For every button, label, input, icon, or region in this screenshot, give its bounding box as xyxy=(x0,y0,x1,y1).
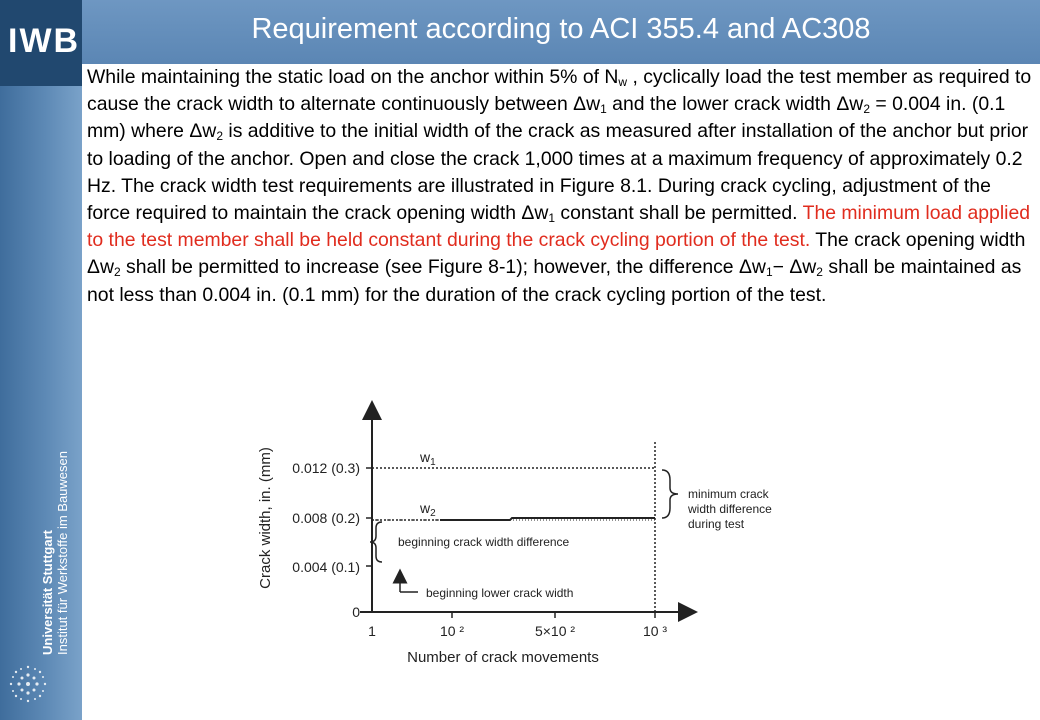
w1-label: $w_1$ xyxy=(420,449,436,468)
logo-text: IWB xyxy=(8,22,81,60)
logo xyxy=(0,0,82,86)
subscript: w xyxy=(618,75,628,89)
text-run: While maintaining the static load on the anchor within 5% of N xyxy=(87,66,619,88)
page-title: Requirement according to ACI 355.4 and AC308 xyxy=(251,13,871,45)
x-tick-label: 10 ² xyxy=(439,623,465,639)
x-tick-label: 5×10 ² xyxy=(534,623,576,639)
subscript: 2 xyxy=(816,265,823,280)
x-tick-label: 10 ³ xyxy=(642,623,668,639)
y-tick-label: 0 xyxy=(352,604,360,620)
header-bar xyxy=(82,0,1040,64)
annotation-right-line: minimum crack xyxy=(688,487,769,501)
text-run: constant shall be permitted. xyxy=(555,202,803,225)
annotation-right-line: during test xyxy=(688,517,745,531)
text-run: shall be maintained as not less than 0.004 in. (0.1 mm) for the duration of the crack cycling portion of the test. xyxy=(87,256,1022,306)
highlighted-requirement: The minimum load applied to the test member shall be held constant during the crack cycling portion of the test. xyxy=(87,202,1031,252)
subscript: 1 xyxy=(765,265,773,280)
text-run: , cyclically load the test member as required to cause the crack width to alternate continuously between Δw xyxy=(87,66,1032,116)
x-tick-label: 1 xyxy=(368,623,376,639)
subscript: 2 xyxy=(113,265,121,280)
w2-label: $w_2$ xyxy=(420,500,436,519)
subscript: 1 xyxy=(548,211,556,226)
text-run: = 0.004 in. (0.1 mm) where Δw xyxy=(87,93,1006,143)
institute-name: Institut für Werkstoffe im Bauwesen xyxy=(55,451,70,655)
crack-width-figure xyxy=(250,400,772,675)
y-tick-label: 0.004 (0.1) xyxy=(292,559,360,575)
text-run: is additive to the initial width of the crack as measured after installation of the anchor but prior to loading of the anchor. Open and close the crack 1,000 times at a maximum frequency of approximately 0.2 Hz. The crack width test requirements are illustrated in Figure 8.1. During crack cycling, adjustment of the force required to maintain the crack opening width Δw xyxy=(87,120,1029,225)
university-label xyxy=(40,451,70,655)
x-axis-label: Number of crack movements xyxy=(407,649,599,666)
y-tick-label: 0.012 (0.3) xyxy=(292,460,360,476)
text-run: and the lower crack width Δw xyxy=(606,93,864,116)
text-run: − Δw xyxy=(772,256,817,279)
text-run: The crack opening width Δw xyxy=(87,229,1026,279)
university-seal-icon xyxy=(6,662,50,706)
university-name: Universität Stuttgart xyxy=(40,530,55,655)
annotation-mid: beginning crack width difference xyxy=(398,535,570,549)
sidebar xyxy=(0,0,82,720)
y-tick-label: 0.008 (0.2) xyxy=(292,510,360,526)
text-run: shall be permitted to increase (see Figure 8-1); however, the difference Δw xyxy=(120,256,766,279)
subscript: 2 xyxy=(863,102,870,117)
subscript: 2 xyxy=(216,129,223,144)
w2-actual-line xyxy=(440,518,655,520)
annotation-right-line: width difference xyxy=(688,502,772,516)
annotation-low: beginning lower crack width xyxy=(426,586,574,600)
subscript: 1 xyxy=(600,102,607,117)
y-axis-label: Crack width, in. (mm) xyxy=(257,447,274,589)
right-brace xyxy=(662,470,678,518)
body-paragraph xyxy=(87,64,1032,309)
